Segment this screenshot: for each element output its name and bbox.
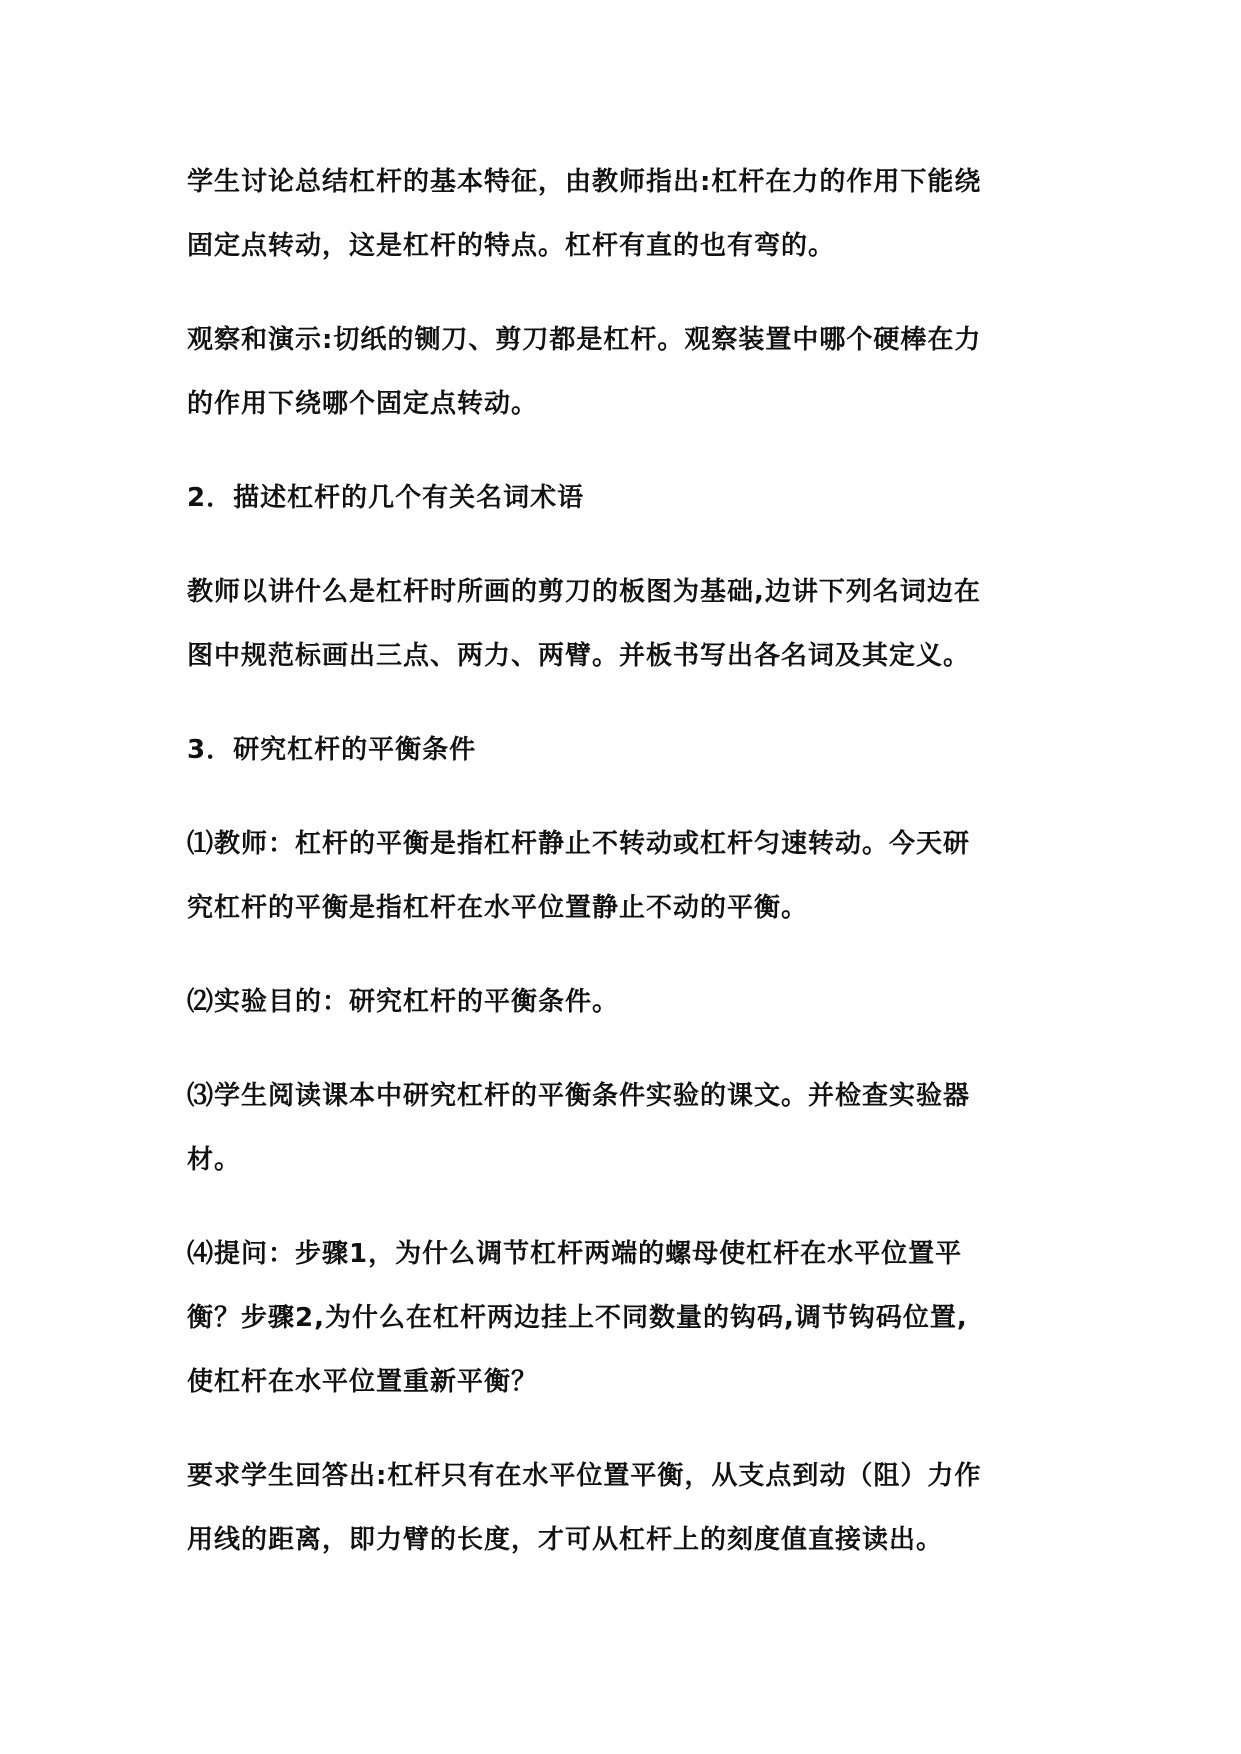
paragraph-item-2 (187, 970, 1067, 1034)
text-line: 使杠杆在水平位置重新平衡？ (187, 1367, 539, 1397)
text-line: 3．研究杠杆的平衡条件 (187, 735, 477, 765)
paragraph-observation-demo (187, 308, 1067, 436)
text-line: 教师以讲什么是杠杆时所画的剪刀的板图为基础,边讲下列名词边在 (187, 577, 981, 607)
paragraph-item-4 (187, 1222, 1067, 1414)
paragraph-teacher-diagram (187, 560, 1067, 688)
text-line: 究杠杆的平衡是指杠杆在水平位置静止不动的平衡。 (187, 893, 809, 923)
text-line: 2．描述杠杆的几个有关名词术语 (187, 483, 585, 513)
text-line: 用线的距离，即力臂的长度，才可从杠杆上的刻度值直接读出。 (187, 1525, 944, 1555)
text-line: ⑵实验目的：研究杠杆的平衡条件。 (187, 987, 620, 1017)
paragraph-item-3 (187, 1064, 1067, 1192)
text-line: 材。 (187, 1145, 242, 1175)
section-heading-terms (187, 466, 1067, 530)
text-line: 学生讨论总结杠杆的基本特征，由教师指出:杠杆在力的作用下能绕 (187, 167, 982, 197)
text-line: 要求学生回答出:杠杆只有在水平位置平衡，从支点到动（阻）力作 (187, 1461, 982, 1491)
text-line: 图中规范标画出三点、两力、两臂。并板书写出各名词及其定义。 (187, 641, 971, 671)
text-line: 的作用下绕哪个固定点转动。 (187, 389, 539, 419)
section-heading-balance (187, 718, 1067, 782)
paragraph-student-answer (187, 1444, 1067, 1572)
text-line: 衡？步骤2,为什么在杠杆两边挂上不同数量的钩码,调节钩码位置, (187, 1303, 968, 1333)
paragraph-lever-features (187, 150, 1067, 278)
text-line: ⑶学生阅读课本中研究杠杆的平衡条件实验的课文。并检查实验器 (187, 1081, 971, 1111)
text-line: 观察和演示:切纸的铡刀、剪刀都是杠杆。观察装置中哪个硬棒在力 (187, 325, 982, 355)
text-line: 固定点转动，这是杠杆的特点。杠杆有直的也有弯的。 (187, 231, 836, 261)
text-line: ⑷提问：步骤1，为什么调节杠杆两端的螺母使杠杆在水平位置平 (187, 1239, 963, 1269)
document-body (187, 150, 1067, 1602)
text-line: ⑴教师：杠杆的平衡是指杠杆静止不转动或杠杆匀速转动。今天研 (187, 829, 971, 859)
paragraph-item-1 (187, 812, 1067, 940)
